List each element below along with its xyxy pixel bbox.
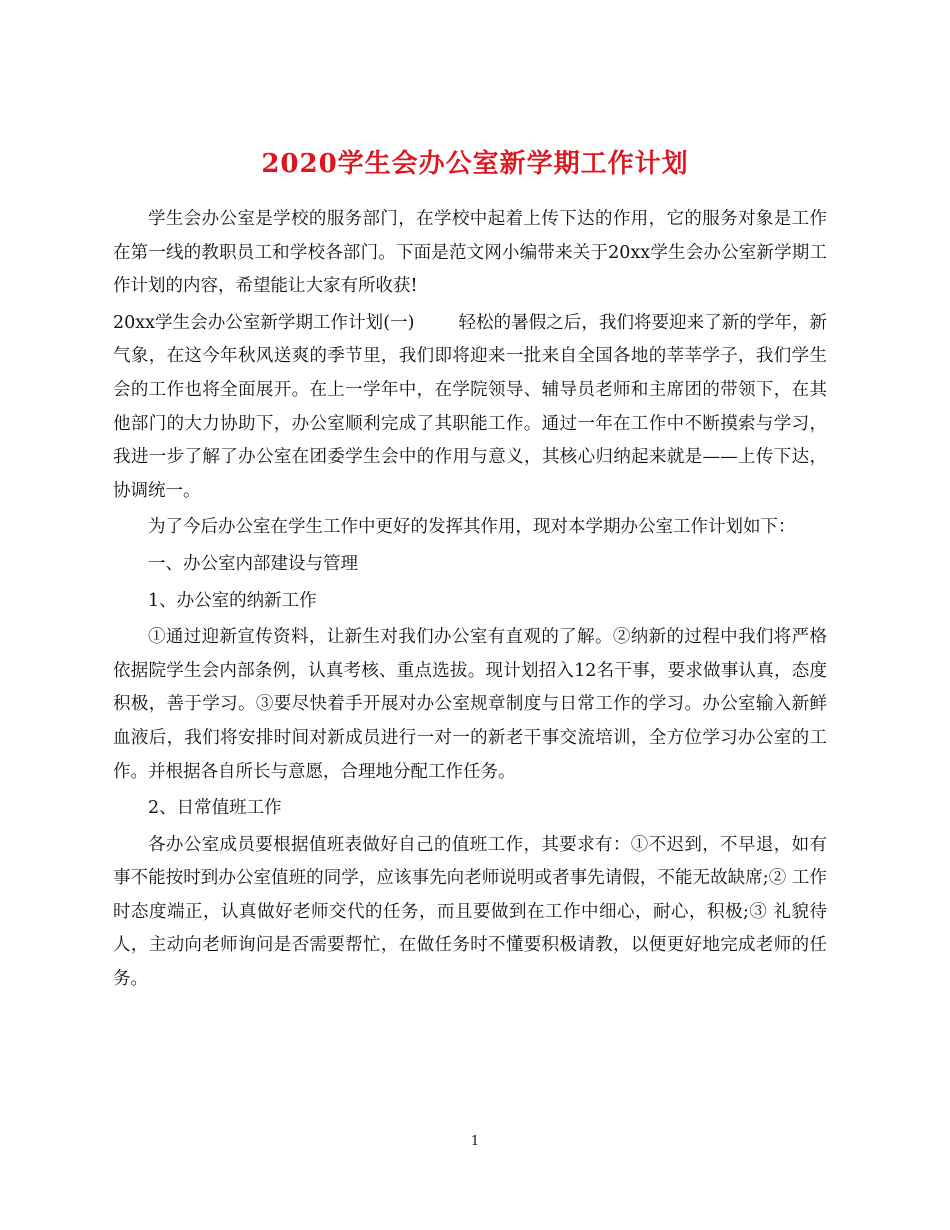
heading-internal-management: 一、办公室内部建设与管理 [148, 553, 358, 574]
document-title: 2020学生会办公室新学期工作计划 [261, 149, 689, 180]
document-body [113, 203, 827, 1000]
heading-duty: 2、日常值班工作 [148, 798, 282, 819]
heading-recruitment: 1、办公室的纳新工作 [148, 590, 317, 611]
paragraph-section-one [113, 307, 827, 509]
paragraph-recruitment: ①通过迎新宣传资料，让新生对我们办公室有直观的了解。②纳新的过程中我们将严格依据院学生会内部条例，认真考核、重点选拔。现计划招入12名干事，要求做事认真，态度积极，善于学习。③要尽快着手开展对办公室规章制度与日常工作的学习。办公室输入新鲜血液后，我们将安排时间对新成员进行一对一的新老干事交流培训，全方位学习办公室的工作。并根据各自所长与意愿，合理地分配工作任务。 [113, 627, 827, 782]
paragraph-intro: 学生会办公室是学校的服务部门，在学校中起着上传下达的作用，它的服务对象是工作在第一线的教职员工和学校各部门。下面是范文网小编带来关于20xx学生会办公室新学期工作计划的内容，希望能让大家有所收获! [113, 209, 827, 297]
paragraph-plan-intro: 为了今后办公室在学生工作中更好的发挥其作用，现对本学期办公室工作计划如下： [148, 517, 796, 538]
section-heading: 20xx学生会办公室新学期工作计划(一) [113, 312, 415, 333]
section-text: 轻松的暑假之后，我们将要迎来了新的学年，新气象，在这今年秋风送爽的季节里，我们即将迎来一批来自全国各地的莘莘学子，我们学生会的工作也将全面展开。在上一学年中，在学院领导、辅导员老师和主席团的带领下，在其他部门的大力协助下，办公室顺利完成了其职能工作。通过一年在工作中不断摸索与学习，我进一步了解了办公室在团委学生会中的作用与意义，其核心归纳起来就是——上传下达，协调统一。 [113, 312, 827, 501]
paragraph-duty: 各办公室成员要根据值班表做好自己的值班工作，其要求有：①不迟到，不早退，如有事不能按时到办公室值班的同学，应该事先向老师说明或者事先请假，不能无故缺席;② 工作时态度端正，认真做好老师交代的任务，而且要做到在工作中细心，耐心，积极;③ 礼貌待人，主动向老师询问是否需要帮忙，在做任务时不懂要积极请教，以便更好地完成老师的任务。 [113, 834, 827, 990]
page-number: 1 [470, 1134, 480, 1149]
